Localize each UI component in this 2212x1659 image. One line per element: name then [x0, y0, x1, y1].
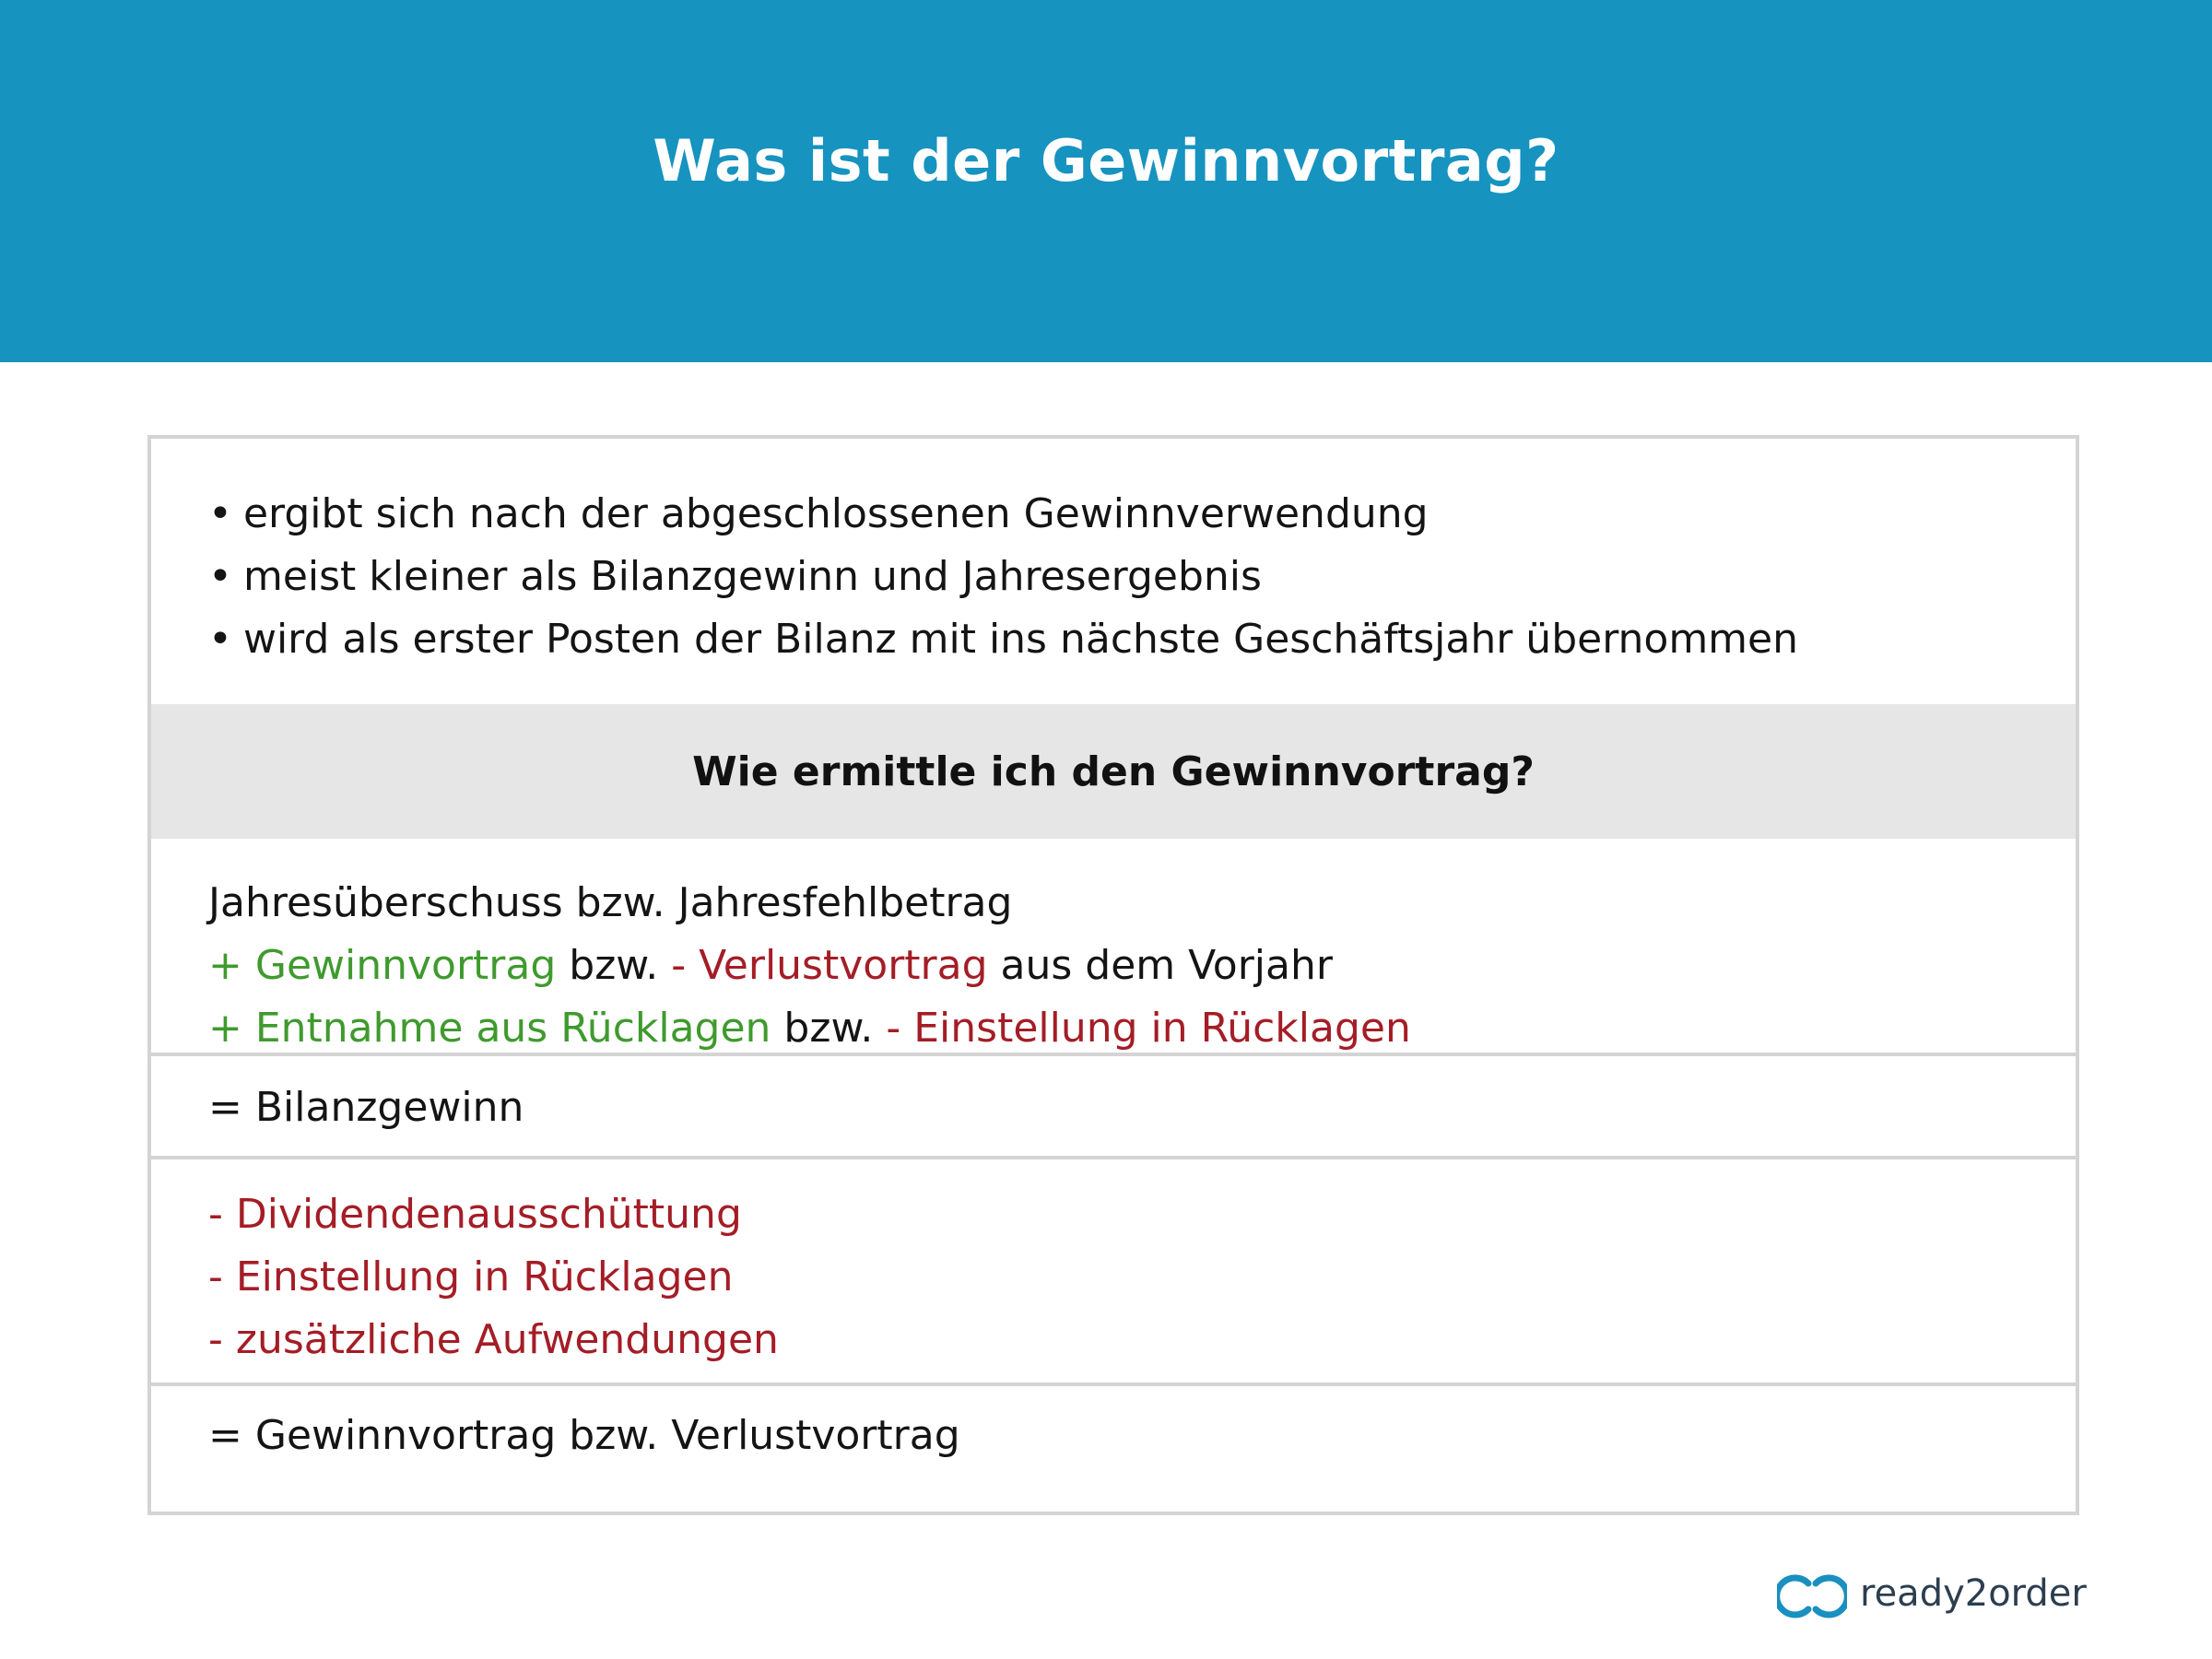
bullet-marker: • — [208, 553, 232, 600]
deduction-item: - zusätzliche Aufwendungen — [208, 1316, 779, 1363]
bullet-marker: • — [208, 616, 232, 663]
content-panel — [147, 435, 2079, 1515]
formula-line-1: Jahresüberschuss bzw. Jahresfehlbetrag — [208, 879, 1013, 926]
positive-term: + Entnahme aus Rücklagen — [208, 1005, 771, 1052]
bullet-list — [151, 439, 2076, 704]
negative-term: - Einstellung in Rücklagen — [886, 1005, 1411, 1052]
bilanzgewinn-row — [151, 1056, 2076, 1159]
bullet-text: wird als erster Posten der Bilanz mit ins nächste Geschäftsjahr übernommen — [242, 616, 1798, 663]
suffix-text: aus dem Vorjahr — [987, 942, 1333, 989]
logo-wordmark: ready2order — [1860, 1572, 2087, 1615]
connector-text: bzw. — [556, 942, 672, 989]
list-item — [208, 553, 1262, 600]
page-title: Was ist der Gewinnvortrag? — [653, 127, 1559, 194]
deductions-block — [151, 1159, 2076, 1386]
list-item — [208, 616, 1798, 663]
formula-line-2 — [208, 942, 1333, 989]
formula-block — [151, 839, 2076, 1056]
section-heading: Wie ermittle ich den Gewinnvortrag? — [692, 748, 1535, 795]
question-band — [151, 704, 2076, 839]
result-text: = Gewinnvortrag bzw. Verlustvortrag — [208, 1412, 960, 1459]
formula-line-3 — [208, 1005, 1411, 1052]
bullet-text: meist kleiner als Bilanzgewinn und Jahresergebnis — [242, 553, 1262, 600]
bullet-marker: • — [208, 490, 232, 537]
deduction-item: - Dividendenausschüttung — [208, 1191, 742, 1238]
brand-logo — [1777, 1567, 2087, 1626]
logo-icon — [1777, 1567, 1847, 1626]
list-item — [208, 490, 1429, 537]
connector-text: bzw. — [771, 1005, 887, 1052]
positive-term: + Gewinnvortrag — [208, 942, 557, 989]
deduction-item: - Einstellung in Rücklagen — [208, 1253, 734, 1300]
negative-term: - Verlustvortrag — [671, 942, 988, 989]
bullet-text: ergibt sich nach der abgeschlossenen Gewinnverwendung — [242, 490, 1429, 537]
bilanzgewinn-text: = Bilanzgewinn — [208, 1084, 524, 1131]
header-banner — [0, 0, 2212, 362]
result-row — [151, 1386, 2076, 1512]
